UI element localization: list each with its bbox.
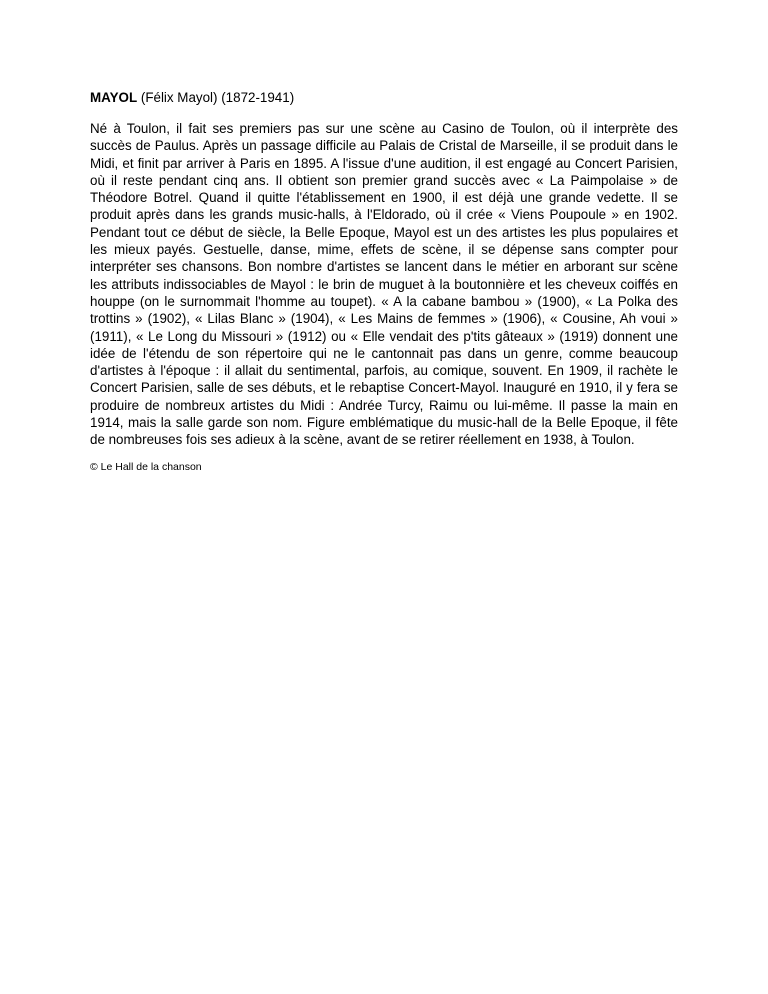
copyright-credit: © Le Hall de la chanson (90, 460, 202, 473)
artist-details: (Félix Mayol) (1872-1941) (140, 90, 295, 105)
document-page (90, 89, 678, 474)
artist-name: MAYOL (90, 90, 138, 105)
biography-paragraph: Né à Toulon, il fait ses premiers pas sur une scène au Casino de Toulon, où il interprète des succès de Paulus. Après un passage difficile au Palais de Cristal de Marseille, il se produit dans le Midi, et finit par arriver à Paris en 1895. A l'issue d'une audition, il est engagé au Concert Parisien, où il reste pendant cinq ans. Il obtient son premier grand succès avec « La Paimpolaise » de Théodore Botrel. Quand il quitte l'établissement en 1900, il est déjà une grande vedette. Il se produit après dans les grands music-halls, à l'Eldorado, où il crée « Viens Poupoule » en 1902. Pendant tout ce début de siècle, la Belle Epoque, Mayol est un des artistes les plus populaires et les mieux payés. Gestuelle, danse, mime, effets de scène, il se dépense sans compter pour interpréter ses chansons. Bon nombre d'artistes se lancent dans le métier en arborant sur scène les attributs indissociables de Mayol : le brin de muguet à la boutonnière et les cheveux coiffés en houppe (on le surnommait l'homme au toupet). « A la cabane bambou » (1900), « La Polka des trottins » (1902), « Lilas Blanc » (1904), « Les Mains de femmes » (1906), « Cousine, Ah voui » (1911), « Le Long du Missouri » (1912) ou « Elle vendait des p'tits gâteaux » (1919) donnent une idée de l'étendu de son répertoire qui ne le cantonnait pas dans un genre, comme beaucoup d'artistes à l'époque : il allait du sentimental, parfois, au comique, souvent. En 1909, il rachète le Concert Parisien, salle de ses débuts, et le rebaptise Concert-Mayol. Inauguré en 1910, il y fera se produire de nombreux artistes du Midi : Andrée Turcy, Raimu ou lui-même. Il passe la main en 1914, mais la salle garde son nom. Figure emblématique du music-hall de la Belle Epoque, il fête de nombreuses fois ses adieux à la scène, avant de se retirer réellement en 1938, à Toulon. (90, 121, 678, 448)
page-title (90, 89, 678, 106)
